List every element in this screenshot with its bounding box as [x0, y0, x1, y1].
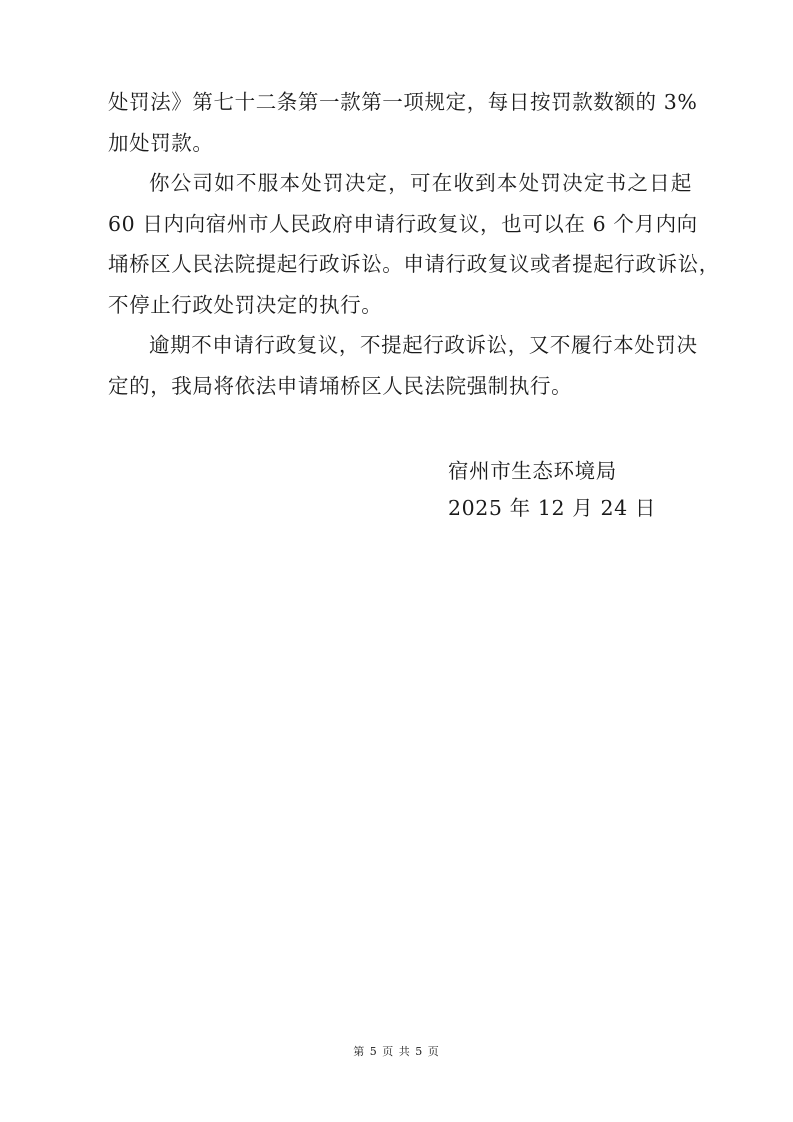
document-body [108, 82, 720, 406]
signature-block [448, 453, 656, 527]
issue-date: 2025 年 12 月 24 日 [448, 496, 657, 520]
paragraph-2-line-2: 60 日内向宿州市人民政府申请行政复议，也可以在 6 个月内向 [108, 211, 698, 236]
paragraph-3-line-2: 定的，我局将依法申请埇桥区人民法院强制执行。 [108, 373, 573, 398]
paragraph-2-line-4: 不停止行政处罚决定的执行。 [108, 292, 383, 317]
paragraph-1-line-1: 处罚法》第七十二条第一款第一项规定，每日按罚款数额的 3% [108, 90, 698, 114]
issuing-organization: 宿州市生态环境局 [448, 459, 617, 483]
page-number-footer: 第 5 页 共 5 页 [353, 1045, 440, 1058]
paragraph-1-line-2: 加处罚款。 [108, 130, 214, 155]
paragraph-3-line-1: 逾期不申请行政复议，不提起行政诉讼，又不履行本处罚决 [149, 333, 698, 357]
paragraph-2-line-1: 你公司如不服本处罚决定，可在收到本处罚决定书之日起 [149, 171, 692, 195]
paragraph-2-line-3: 埇桥区人民法院提起行政诉讼。申请行政复议或者提起行政诉讼， [108, 252, 720, 276]
